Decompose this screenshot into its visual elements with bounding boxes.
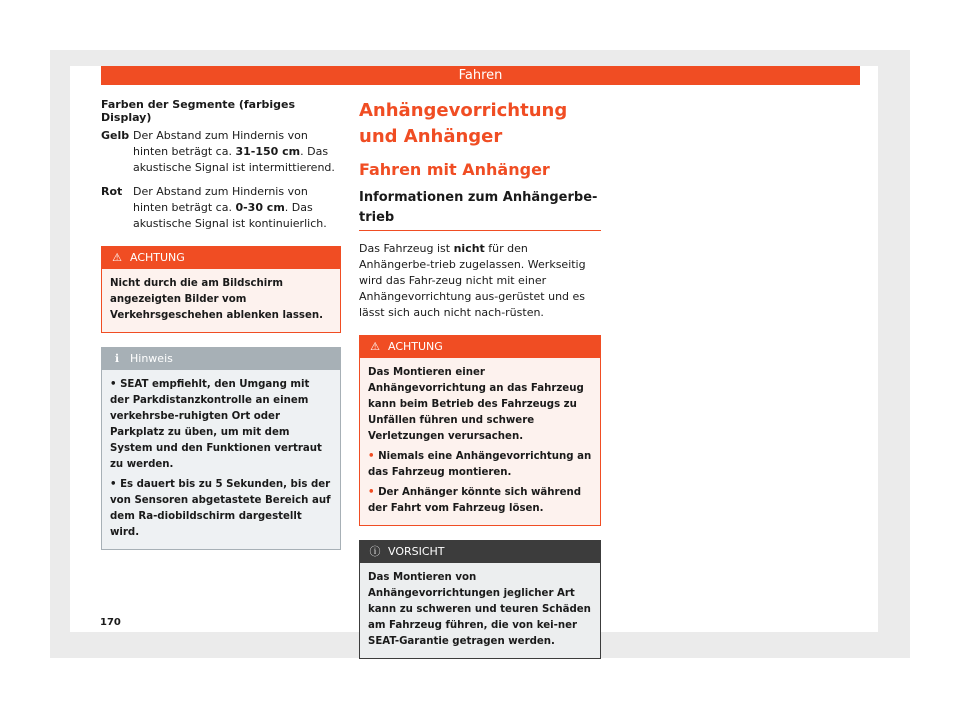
definition-value: 0-30 cm [235,201,285,214]
list-item: • Es dauert bis zu 5 Sekunden, bis der von Sensoren abgetastete Bereich auf dem Ra-diobildschirm dargestellt wird. [110,479,331,538]
header-title: Fahren [458,68,503,83]
achtung-box [101,246,341,333]
paragraph-part: Das Fahrzeug ist [359,242,454,255]
achtung-header [360,336,600,358]
middle-column [359,98,601,659]
vorsicht-header [360,541,600,563]
definition-term: Rot [101,185,123,198]
warning-triangle-icon: ⚠ [370,340,380,353]
info-icon: ℹ [114,352,120,365]
paragraph-part: für den Anhängerbe-trieb zugelassen. Werkseitig wird das Fahr-zeug nicht mit einer Anhängevorrichtung aus-gerüstet und es lässt sich auch nicht nach-rüsten. [359,242,586,319]
achtung-label: ACHTUNG [130,251,185,264]
achtung-text: Das Montieren einer Anhängevorrichtung an das Fahrzeug kann beim Betrieb des Fahrzeugs zu Unfällen führen und schwere Verletzungen verursachen. [368,367,584,442]
left-column [101,98,341,550]
definition-text [133,184,341,232]
page-number: 170 [100,617,121,628]
definition-text-part: Der Abstand zum Hindernis von hinten beträgt ca. [133,129,308,158]
list-item: • SEAT empfiehlt, den Umgang mit der Parkdistanzkontrolle an einem verkehrsbe-ruhigten Ort oder Parkplatz zu üben, um mit dem System und den Funktionen vertraut zu werden. [110,379,322,470]
definition-text-part: . Das akustische Signal ist intermittierend. [133,145,335,174]
vorsicht-text: Das Montieren von Anhängevorrichtungen jeglicher Art kann zu schweren und teuren Schäden am Fahrzeug führen, die von kei-ner SEAT-Garantie getragen werden. [368,572,591,647]
definition-text-part: Der Abstand zum Hindernis von hinten beträgt ca. [133,185,308,214]
list-item-text: Der Anhänger könnte sich während der Fahrt vom Fahrzeug lösen. [368,487,582,514]
definition-term: Gelb [101,129,130,142]
hinweis-box [101,347,341,550]
definition-text [133,128,341,176]
paragraph-emphasis: nicht [453,242,485,255]
hinweis-label: Hinweis [130,352,173,365]
definition-row [101,184,341,232]
vorsicht-box [359,540,601,659]
list-item-text: Es dauert bis zu 5 Sekunden, bis der von Sensoren abgetastete Bereich auf dem Ra-diobildschirm dargestellt wird. [110,479,331,538]
section-heading: Fahren mit Anhänger [359,160,550,179]
section-title: Farben der Segmente (farbiges Display) [101,98,296,124]
vorsicht-label: VORSICHT [388,545,445,558]
hinweis-header [102,348,340,370]
achtung-text: Nicht durch die am Bildschirm angezeigten Bilder vom Verkehrsgeschehen ablenken lassen. [110,278,323,321]
subsection-heading: Informationen zum Anhängerbe-trieb [359,188,601,231]
list-item: • Der Anhänger könnte sich während der Fahrt vom Fahrzeug lösen. [368,487,582,514]
achtung-label: ACHTUNG [388,340,443,353]
body-paragraph [359,241,601,321]
list-item: • Niemals eine Anhängevorrichtung an das Fahrzeug montieren. [368,451,592,478]
list-item-text: SEAT empfiehlt, den Umgang mit der Parkdistanzkontrolle an einem verkehrsbe-ruhigten Ort oder Parkplatz zu üben, um mit dem System und den Funktionen vertraut zu werden. [110,379,322,470]
achtung-box [359,335,601,526]
definition-row [101,128,341,176]
caution-circle-icon: ⓘ [369,545,381,558]
header-bar [101,66,860,85]
chapter-title: Anhängevorrichtung und Anhänger [359,100,568,147]
definition-text-part: . Das akustische Signal ist kontinuierlich. [133,201,327,230]
achtung-header [102,247,340,269]
definition-value: 31-150 cm [235,145,301,158]
hinweis-body [102,370,340,549]
warning-triangle-icon: ⚠ [112,251,122,264]
achtung-body [360,358,600,525]
list-item-text: Niemals eine Anhängevorrichtung an das Fahrzeug montieren. [368,451,592,478]
